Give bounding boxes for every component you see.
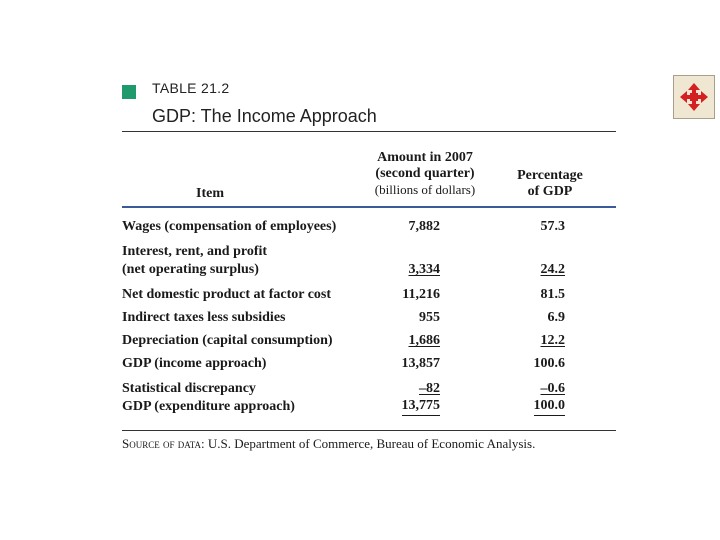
rule-header-divider xyxy=(122,206,616,208)
header-amount-line1: Amount in 2007 xyxy=(377,150,473,165)
row-item: Depreciation (capital consumption) xyxy=(122,333,333,348)
row-item: Indirect taxes less subsidies xyxy=(122,310,286,325)
header-amount-line3: (billions of dollars) xyxy=(374,182,476,197)
row-pct: –0.6 xyxy=(540,381,565,396)
table-row xyxy=(122,286,616,304)
header-pct-line2: of GDP xyxy=(527,184,573,199)
source-note xyxy=(122,436,616,452)
expand-arrows-icon xyxy=(679,82,709,112)
row-item-line1: Interest, rent, and profit xyxy=(122,244,268,259)
row-pct: 57.3 xyxy=(540,219,565,234)
header-pct-line1: Percentage xyxy=(517,168,583,183)
expand-button[interactable] xyxy=(673,75,715,119)
row-pct: 24.2 xyxy=(540,262,565,277)
row-item: GDP (expenditure approach) xyxy=(122,399,295,414)
rule-top xyxy=(122,131,616,132)
table-row xyxy=(122,243,616,261)
row-pct: 81.5 xyxy=(540,287,565,302)
header-item: Item xyxy=(196,186,224,201)
header-percentage xyxy=(500,168,600,200)
row-item: Statistical discrepancy xyxy=(122,381,256,396)
row-amount: 13,775 xyxy=(402,398,441,416)
table-label: TABLE 21.2 xyxy=(152,80,230,96)
table-row xyxy=(122,332,616,350)
row-pct: 12.2 xyxy=(540,333,565,348)
table-row xyxy=(122,355,616,373)
row-pct: 100.0 xyxy=(534,398,566,416)
table-row xyxy=(122,261,616,279)
table-title: GDP: The Income Approach xyxy=(152,106,377,126)
source-text: U.S. Department of Commerce, Bureau of Economic Analysis. xyxy=(207,436,536,451)
row-item: GDP (income approach) xyxy=(122,356,267,371)
row-amount: 7,882 xyxy=(408,219,440,234)
table-row xyxy=(122,380,616,398)
table-row xyxy=(122,218,616,236)
row-amount: 3,334 xyxy=(408,262,440,277)
row-amount: 955 xyxy=(419,310,440,325)
rule-bottom xyxy=(122,430,616,431)
table-row xyxy=(122,309,616,327)
row-item: (net operating surplus) xyxy=(122,262,259,277)
row-amount: 1,686 xyxy=(408,333,440,348)
header-amount-line2: (second quarter) xyxy=(375,166,475,181)
row-amount: 13,857 xyxy=(401,356,440,371)
row-amount: –82 xyxy=(419,381,440,396)
row-item: Wages (compensation of employees) xyxy=(122,219,337,234)
row-pct: 6.9 xyxy=(547,310,565,325)
table-row xyxy=(122,398,616,416)
row-amount: 11,216 xyxy=(402,287,440,302)
table-marker xyxy=(122,85,136,99)
row-pct: 100.6 xyxy=(533,356,565,371)
row-item: Net domestic product at factor cost xyxy=(122,287,332,302)
header-amount xyxy=(356,150,494,198)
source-label: Source of data: xyxy=(122,436,205,451)
